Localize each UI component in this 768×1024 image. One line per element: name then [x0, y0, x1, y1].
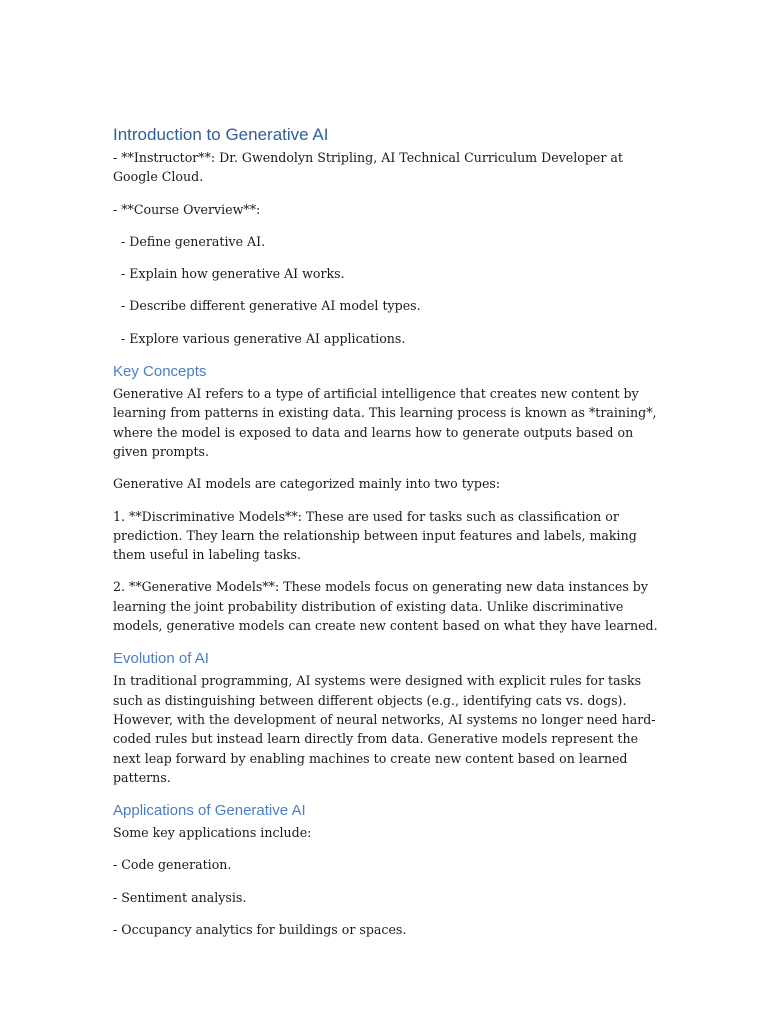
- key-concepts-heading: Key Concepts: [113, 363, 207, 381]
- applications-item: - Sentiment analysis.: [113, 889, 247, 905]
- overview-item: - Define generative AI.: [113, 233, 266, 249]
- applications-section: [113, 800, 658, 939]
- intro-section: [113, 148, 658, 348]
- key-concepts-paragraph: Generative AI models are categorized mainly into two types:: [113, 476, 501, 492]
- overview-item: - Explore various generative AI applications.: [113, 330, 406, 346]
- document-title: Introduction to Generative AI: [113, 125, 329, 144]
- key-concepts-paragraph: 2. **Generative Models**: These models focus on generating new data instances by learning the joint probability distribution of existing data. Unlike discriminative models, generative models can create new content based on what they have learned.: [113, 579, 658, 634]
- key-concepts-paragraph: Generative AI refers to a type of artificial intelligence that creates new content by learning from patterns in existing data. This learning process is known as *training*, where the model is exposed to data and learns how to generate outputs based on given prompts.: [113, 386, 661, 459]
- applications-item: - Code generation.: [113, 857, 232, 873]
- instructor-line: - **Instructor**: Dr. Gwendolyn Stripling, AI Technical Curriculum Developer at Google Cloud.: [113, 150, 627, 185]
- document-page: [113, 124, 661, 952]
- evolution-paragraph: In traditional programming, AI systems were designed with explicit rules for tasks such as distinguishing between different objects (e.g., identifying cats vs. dogs). However, with the development of neural networks, AI systems no longer need hard-coded rules but instead learn directly from data. Generative models represent the next leap forward by enabling machines to create new content based on learned patterns.: [113, 673, 656, 785]
- applications-heading: Applications of Generative AI: [113, 802, 306, 820]
- key-concepts-section: [113, 361, 661, 635]
- applications-item: - Occupancy analytics for buildings or spaces.: [113, 922, 407, 938]
- evolution-heading: Evolution of AI: [113, 650, 209, 668]
- course-overview-label: - **Course Overview**:: [113, 201, 261, 217]
- applications-paragraph: Some key applications include:: [113, 825, 312, 841]
- key-concepts-paragraph: 1. **Discriminative Models**: These are used for tasks such as classification or prediction. They learn the relationship between input features and labels, making them useful in labeling tasks.: [113, 508, 641, 563]
- overview-item: - Explain how generative AI works.: [113, 266, 345, 282]
- overview-item: - Describe different generative AI model types.: [113, 298, 421, 314]
- evolution-section: [113, 648, 658, 787]
